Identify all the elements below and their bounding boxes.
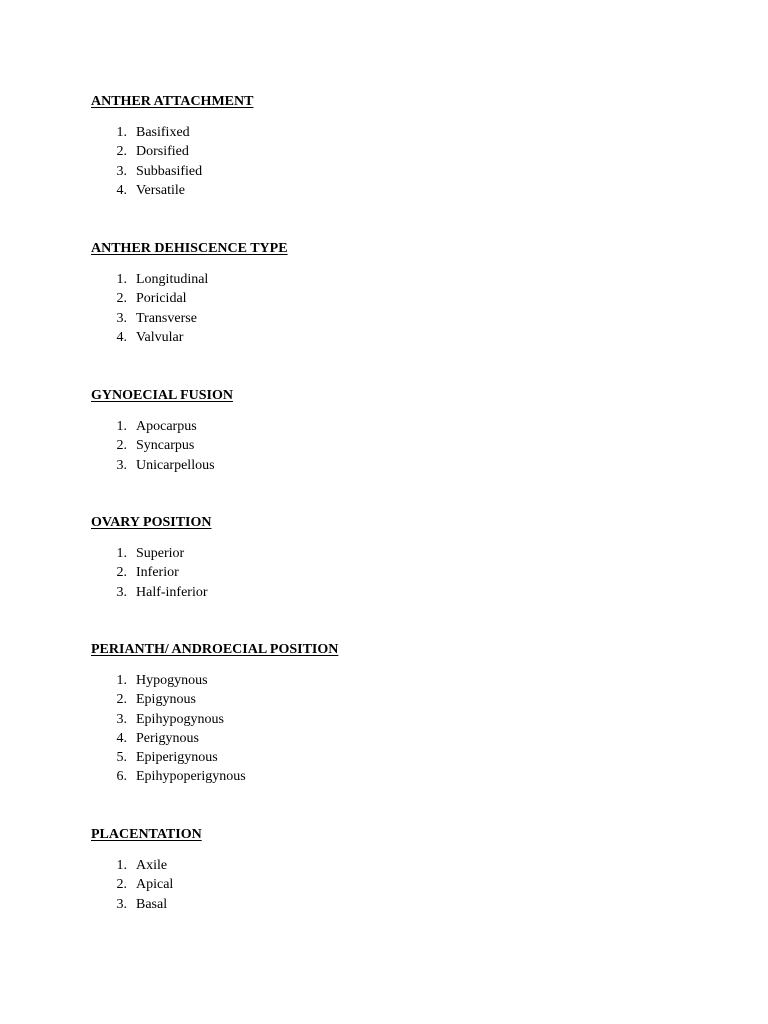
- list-number: 4.: [116, 182, 127, 198]
- list-item: [91, 875, 202, 894]
- list-item: [91, 309, 288, 328]
- list-number: 5.: [116, 750, 127, 766]
- list-item: [91, 162, 253, 181]
- list-item: [91, 671, 338, 690]
- list-number: 6.: [116, 769, 127, 785]
- list-text: Basifixed: [136, 125, 190, 140]
- section-list: [91, 417, 233, 475]
- list-number: 1.: [116, 858, 127, 873]
- list-text: Inferior: [136, 565, 179, 581]
- list-text: Epiperigynous: [136, 750, 218, 766]
- list-item: [91, 544, 211, 563]
- list-text: Epigynous: [136, 692, 196, 708]
- section-list: [91, 123, 253, 200]
- list-item: [91, 748, 338, 767]
- section-heading: ANTHER DEHISCENCE TYPE: [91, 241, 288, 256]
- list-item: [91, 729, 338, 748]
- section-list: [91, 856, 202, 914]
- list-item: [91, 710, 338, 729]
- list-item: [91, 123, 253, 142]
- list-item: [91, 690, 338, 709]
- list-number: 1.: [116, 125, 127, 140]
- section-list: [91, 671, 338, 787]
- list-text: Dorsified: [136, 144, 189, 160]
- list-number: 4.: [116, 730, 127, 746]
- list-text: Transverse: [136, 310, 197, 326]
- list-number: 4.: [116, 329, 127, 345]
- section-ovary-position: [91, 515, 211, 602]
- section-list: [91, 270, 288, 347]
- list-number: 3.: [116, 310, 127, 326]
- list-number: 2.: [116, 692, 127, 708]
- list-text: Longitudinal: [136, 272, 209, 287]
- section-perianth-androecial-position: [91, 642, 338, 787]
- list-text: Superior: [136, 546, 185, 561]
- list-item: [91, 583, 211, 602]
- list-text: Perigynous: [136, 730, 199, 746]
- list-text: Versatile: [136, 182, 185, 198]
- list-item: [91, 142, 253, 161]
- list-item: [91, 328, 288, 347]
- list-text: Epihypogynous: [136, 711, 224, 727]
- section-list: [91, 544, 211, 602]
- list-number: 2.: [116, 877, 127, 893]
- list-text: Subbasified: [136, 163, 203, 179]
- list-item: [91, 563, 211, 582]
- list-number: 1.: [116, 673, 127, 688]
- list-number: 3.: [116, 584, 127, 600]
- list-item: [91, 856, 202, 875]
- list-number: 3.: [116, 163, 127, 179]
- list-text: Unicarpellous: [136, 457, 215, 473]
- section-heading: PLACENTATION: [91, 827, 202, 842]
- list-text: Hypogynous: [136, 673, 208, 688]
- list-number: 2.: [116, 144, 127, 160]
- list-text: Basal: [136, 896, 168, 912]
- list-text: Poricidal: [136, 291, 187, 307]
- section-placentation: [91, 827, 202, 914]
- section-heading: OVARY POSITION: [91, 515, 212, 530]
- list-item: [91, 895, 202, 914]
- section-gynoecial-fusion: [91, 388, 233, 475]
- list-number: 2.: [116, 291, 127, 307]
- list-number: 2.: [116, 438, 127, 454]
- list-text: Axile: [136, 858, 168, 873]
- list-number: 3.: [116, 711, 127, 727]
- list-text: Syncarpus: [136, 438, 195, 454]
- list-item: [91, 436, 233, 455]
- section-anther-attachment: [91, 94, 253, 200]
- section-heading: GYNOECIAL FUSION: [91, 388, 233, 403]
- list-item: [91, 456, 233, 475]
- list-number: 2.: [116, 565, 127, 581]
- list-text: Apical: [136, 877, 174, 893]
- list-item: [91, 289, 288, 308]
- list-number: 1.: [116, 546, 127, 561]
- list-number: 3.: [116, 896, 127, 912]
- section-heading: PERIANTH/ ANDROECIAL POSITION: [91, 642, 339, 657]
- list-item: [91, 417, 233, 436]
- list-text: Valvular: [136, 329, 184, 345]
- list-item: [91, 767, 338, 786]
- list-number: 3.: [116, 457, 127, 473]
- list-text: Epihypoperigynous: [136, 769, 246, 785]
- list-text: Apocarpus: [136, 419, 197, 434]
- list-item: [91, 270, 288, 289]
- section-anther-dehiscence-type: [91, 241, 288, 347]
- list-item: [91, 181, 253, 200]
- list-number: 1.: [116, 419, 127, 434]
- list-number: 1.: [116, 272, 127, 287]
- section-heading: ANTHER ATTACHMENT: [91, 94, 254, 109]
- list-text: Half-inferior: [136, 584, 208, 600]
